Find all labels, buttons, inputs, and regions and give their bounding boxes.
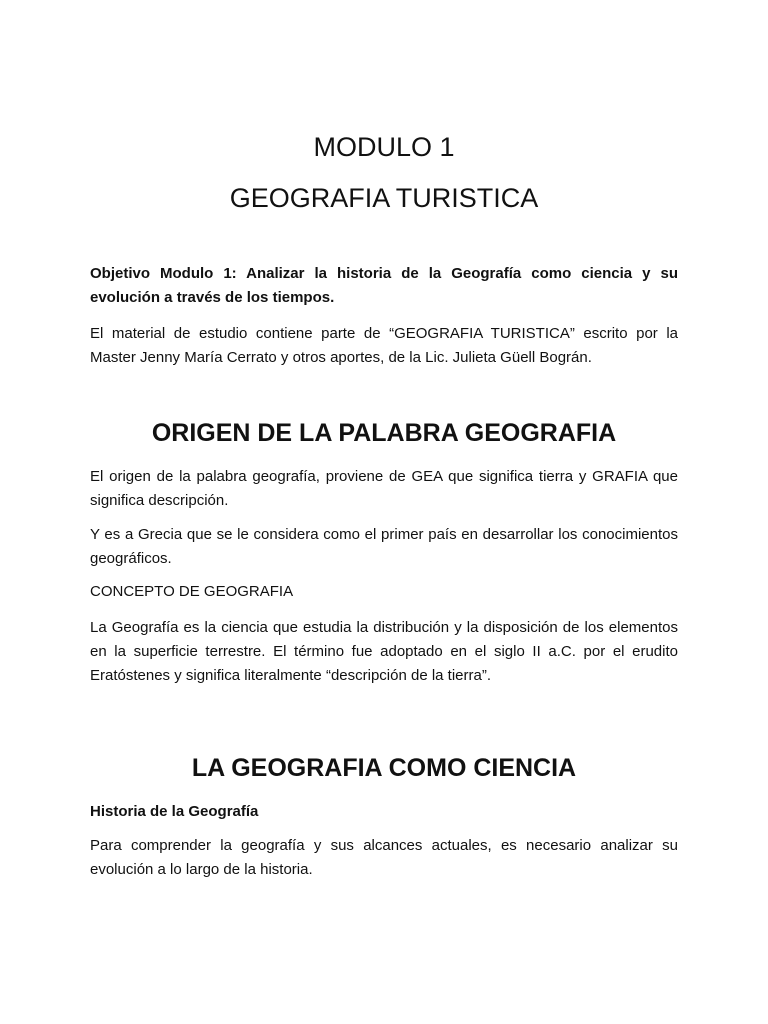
course-title: GEOGRAFIA TURISTICA [229, 183, 539, 213]
section-heading-science: LA GEOGRAFIA COMO CIENCIA [191, 754, 577, 782]
origin-paragraph-1: El origen de la palabra geografía, proviene de GEA que significa tierra y GRAFIA que significa descripción. [90, 468, 678, 509]
concept-subheading: CONCEPTO DE GEOGRAFIA [90, 583, 294, 600]
module-title: MODULO 1 [313, 132, 455, 162]
history-paragraph: Para comprender la geografía y sus alcances actuales, es necesario analizar su evolución a lo largo de la historia. [90, 837, 678, 878]
section-heading-origin: ORIGEN DE LA PALABRA GEOGRAFIA [151, 419, 617, 447]
concept-paragraph: La Geografía es la ciencia que estudia la distribución y la disposición de los elementos en la superficie terrestre. El término fue adoptado en el siglo II a.C. por el erudito Eratóstenes y significa literalmente “descripción de la tierra”. [90, 619, 678, 684]
document-page [90, 0, 678, 1024]
origin-paragraph-2: Y es a Grecia que se le considera como el primer país en desarrollar los conocimientos geográficos. [90, 526, 678, 567]
objective-paragraph: Objetivo Modulo 1: Analizar la historia de la Geografía como ciencia y su evolución a través de los tiempos. [90, 265, 678, 306]
intro-paragraph: El material de estudio contiene parte de “GEOGRAFIA TURISTICA” escrito por la Master Jenny María Cerrato y otros aportes, de la Lic. Julieta Güell Bográn. [90, 325, 678, 366]
history-subheading: Historia de la Geografía [90, 803, 259, 820]
